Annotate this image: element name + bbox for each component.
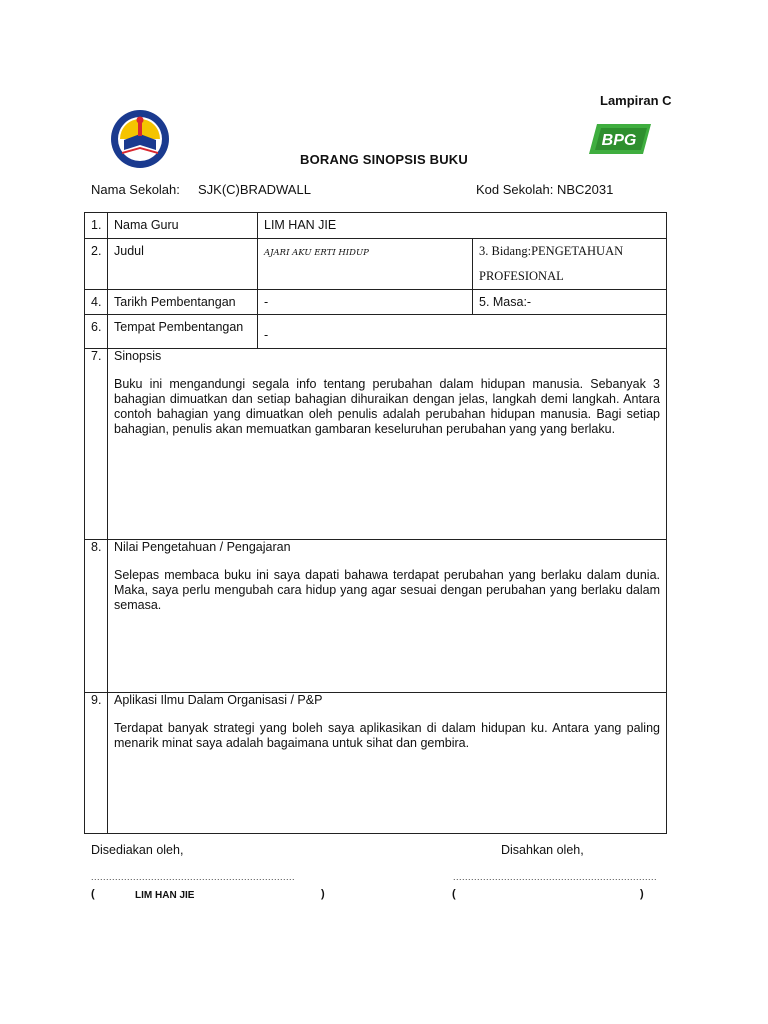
section-sinopsis: [85, 349, 667, 540]
venue-value: -: [258, 315, 667, 349]
book-title-value: AJARI AKU ERTI HIDUP: [264, 248, 369, 258]
section-title: Aplikasi Ilmu Dalam Organisasi / P&P: [114, 693, 323, 707]
school-name-value: SJK(C)BRADWALL: [198, 182, 311, 197]
close-paren-left: ): [321, 888, 325, 900]
teacher-name-value: LIM HAN JIE: [258, 213, 667, 239]
field-label: Judul: [108, 239, 258, 290]
row-number: 6.: [85, 315, 108, 349]
school-code: Kod Sekolah: NBC2031: [476, 182, 614, 197]
close-paren-right: ): [640, 888, 644, 900]
section-body: Buku ini mengandungi segala info tentang perubahan dalam hidupan manusia. Sebanyak 3 bahagian dimuatkan dan setiap bahagian dihuraikan dengan jelas, langkah demi langkah. Antara contoh bahagian yang dimuatkan oleh penulis adalah perubahan hidupan manusia. Bagi setiap bahagian, penulis akan memuatkan gambaran keseluruhan perubahan yang yang berlaku.: [114, 377, 660, 436]
signature-line-left: ....................................................................: [91, 872, 296, 882]
open-paren-left: (: [91, 888, 95, 900]
prepared-name: LIM HAN JIE: [135, 890, 195, 901]
approved-by-label: Disahkan oleh,: [501, 843, 584, 857]
date-value: -: [258, 290, 473, 315]
form-title: BORANG SINOPSIS BUKU: [300, 152, 468, 167]
row-number: 8.: [85, 540, 108, 693]
section-aplikasi: [85, 693, 667, 834]
section-title: Sinopsis: [114, 349, 162, 363]
row-number: 7.: [85, 349, 108, 540]
masa-value: 5. Masa:-: [473, 290, 667, 315]
bidang-value: 3. Bidang:PENGETAHUAN PROFESIONAL: [473, 239, 667, 290]
row-tarikh: [85, 290, 667, 315]
open-paren-right: (: [452, 888, 456, 900]
section-body: Terdapat banyak strategi yang boleh saya aplikasikan di dalam hidupan ku. Antara yang paling menarik minat saya adalah bagaimana untuk sihat dan gembira.: [114, 721, 660, 750]
row-number: 2.: [85, 239, 108, 290]
row-judul: [85, 239, 667, 290]
section-nilai: [85, 540, 667, 693]
field-label: Nama Guru: [108, 213, 258, 239]
section-body: Selepas membaca buku ini saya dapati bahawa terdapat perubahan yang berlaku dalam dunia. Maka, saya perlu mengubah cara hidup yang agar sesuai dengan perubahan yang berlaku dalam semasa.: [114, 568, 660, 612]
bpg-logo-text: BPG: [601, 132, 637, 149]
field-label: Tempat Pembentangan: [108, 315, 258, 349]
row-nama-guru: [85, 213, 667, 239]
lampiran-label: Lampiran C: [600, 93, 672, 108]
row-number: 1.: [85, 213, 108, 239]
section-title: Nilai Pengetahuan / Pengajaran: [114, 540, 291, 554]
prepared-by-label: Disediakan oleh,: [91, 843, 184, 857]
field-label: Tarikh Pembentangan: [108, 290, 258, 315]
synopsis-form-table: [84, 212, 667, 834]
row-tempat: [85, 315, 667, 349]
school-name-label: Nama Sekolah:: [91, 182, 180, 197]
signature-line-right: ....................................................................: [453, 872, 658, 882]
row-number: 4.: [85, 290, 108, 315]
row-number: 9.: [85, 693, 108, 834]
